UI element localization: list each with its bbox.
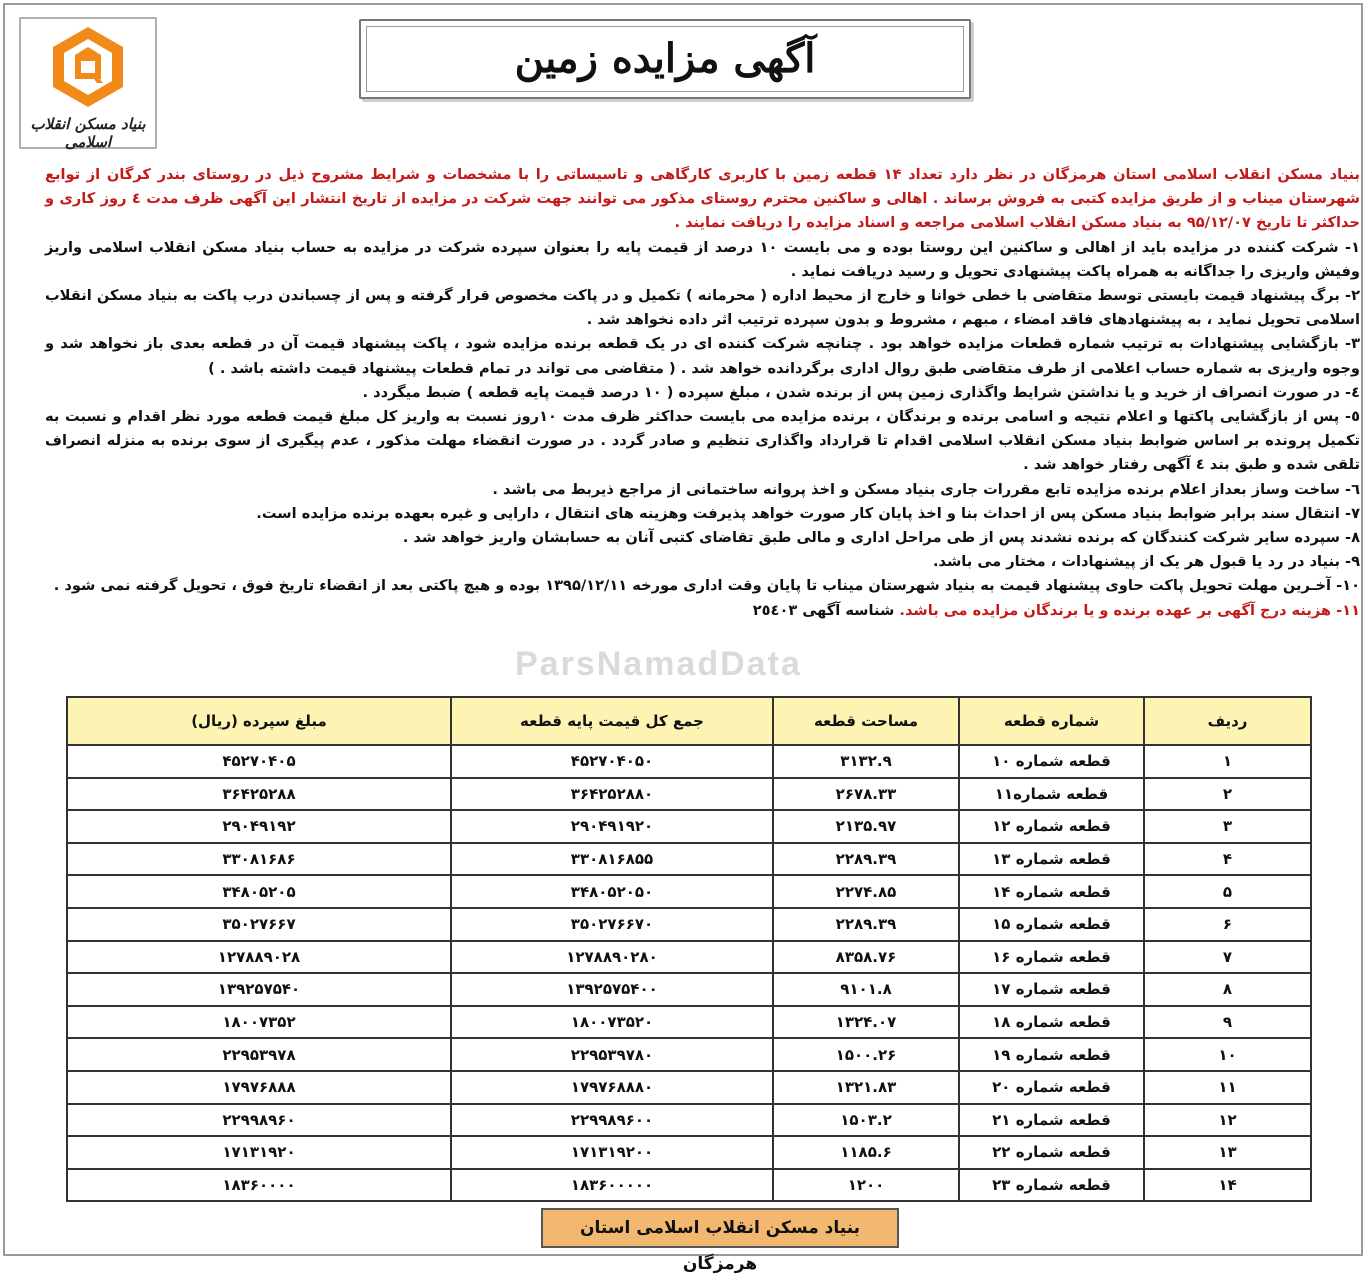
lot-number: قطعه شماره ۱۲ [959, 810, 1144, 843]
table-row [67, 1169, 1311, 1202]
intro-paragraph: بنیاد مسکن انقلاب اسلامی استان هرمزگان در نظر دارد تعداد ۱۴ قطعه زمین با کاربری کارگاهی و تاسیساتی را با مشخصات و شرایط مشروح ذیل در روستای بندر کرگان از توابع شهرستان میناب و از طریق مزایده کتبی به فروش برساند . اهالی و ساکنین محترم روستای مذکور می توانند جهت شرکت در مزایده از تاریخ انتشار این آگهی ظرف مدت ٤ روز کاری و حداکثر تا تاریخ ۹۵/۱۲/۰۷ به بنیاد مسکن انقلاب اسلامی مراجعه و اسناد مزایده را دریافت نمایند . [45, 166, 1360, 232]
row-number: ۱۲ [1144, 1104, 1311, 1137]
lot-area: ۹۱۰۱.۸ [773, 973, 959, 1006]
lot-area: ۲۱۳۵.۹۷ [773, 810, 959, 843]
deposit: ۲۲۹۵۳۹۷۸ [67, 1038, 451, 1071]
table-row [67, 1104, 1311, 1137]
deposit: ۴۵۲۷۰۴۰۵ [67, 745, 451, 778]
row-number: ۱ [1144, 745, 1311, 778]
table-row [67, 908, 1311, 941]
lot-number: قطعه شماره ۱۹ [959, 1038, 1144, 1071]
deposit: ۲۲۹۹۸۹۶۰ [67, 1104, 451, 1137]
deposit: ۲۹۰۴۹۱۹۲ [67, 810, 451, 843]
base-price: ۲۲۹۹۸۹۶۰۰ [451, 1104, 773, 1137]
condition-10: ۱۰- آخـرین مهلت تحویل پاکت حاوی پیشنهاد قیمت به بنیاد شهرستان میناب تا پایان وقت اداری مورخه ۱۳۹۵/۱۲/۱۱ بوده و هیچ پاکتی بعد از انقضاء تاریخ فوق ، تحویل گرفته نمی شود . [53, 577, 1360, 595]
lot-area: ۱۱۸۵.۶ [773, 1136, 959, 1169]
lot-area: ۲۲۸۹.۳۹ [773, 843, 959, 876]
deposit: ۱۷۹۷۶۸۸۸ [67, 1071, 451, 1104]
row-number: ۷ [1144, 941, 1311, 974]
row-number: ۵ [1144, 875, 1311, 908]
condition-4: ٤- در صورت انصراف از خرید و یا نداشتن شرایط واگذاری زمین پس از برنده شدن ، مبلغ سپرده ( ۱۰ درصد قیمت پایه قطعه ) ضبط میگردد . [362, 383, 1360, 401]
row-number: ۴ [1144, 843, 1311, 876]
condition-9: ۹- بنیاد در رد یا قبول هر یک از پیشنهادات ، مختار می باشد. [932, 553, 1360, 571]
table-row [67, 778, 1311, 811]
lot-area: ۳۱۳۲.۹ [773, 745, 959, 778]
bonyad-maskan-logo-icon [51, 25, 125, 111]
table-row [67, 875, 1311, 908]
logo [19, 17, 157, 149]
deposit: ۳۴۸۰۵۲۰۵ [67, 875, 451, 908]
row-number: ۸ [1144, 973, 1311, 1006]
lot-number: قطعه شماره ۱۰ [959, 745, 1144, 778]
notice-body [45, 163, 1360, 623]
page-title: آگهی مزایده زمین [514, 35, 816, 82]
row-number: ۶ [1144, 908, 1311, 941]
table-row [67, 941, 1311, 974]
lot-number: قطعه شماره ۱۵ [959, 908, 1144, 941]
lots-table [66, 696, 1312, 1202]
title-box [359, 19, 971, 99]
table-row [67, 843, 1311, 876]
lot-number: قطعه شماره ۲۲ [959, 1136, 1144, 1169]
notice-id: ٢٥٤٠٣ [752, 601, 798, 619]
base-price: ۲۲۹۵۳۹۷۸۰ [451, 1038, 773, 1071]
deposit: ۱۸۰۰۷۳۵۲ [67, 1006, 451, 1039]
footer-organization: بنیاد مسکن انقلاب اسلامی استان هرمزگان [541, 1208, 899, 1248]
deposit: ۱۳۹۲۵۷۵۴۰ [67, 973, 451, 1006]
lot-number: قطعه شماره ۱۴ [959, 875, 1144, 908]
lot-area: ۱۵۰۰.۲۶ [773, 1038, 959, 1071]
condition-2: ۲- برگ پیشنهاد قیمت بایستی توسط متقاضی با خطی خوانا و خارج از محیط اداره ( محرمانه ) تکمیل و در پاکت مخصوص قرار گرفته و پس از چسباندن درب پاکت به بنیاد مسکن انقلاب اسلامی تحویل نماید ، به پیشنهادهای فاقد امضاء ، مبهم ، مشروط و بدون سپرده ترتیب اثر داده نخواهد شد . [45, 287, 1360, 329]
notice-frame [3, 3, 1363, 1274]
table-row [67, 810, 1311, 843]
watermark-text: ParsNamadData [515, 645, 802, 683]
table-row [67, 745, 1311, 778]
deposit: ۱۲۷۸۸۹۰۲۸ [67, 941, 451, 974]
row-number: ۱۱ [1144, 1071, 1311, 1104]
table-header-row [67, 697, 1311, 745]
lot-number: قطعه شماره۱۱ [959, 778, 1144, 811]
base-price: ۱۷۱۳۱۹۲۰۰ [451, 1136, 773, 1169]
row-number: ۱۳ [1144, 1136, 1311, 1169]
condition-6: ٦- ساخت وساز بعداز اعلام برنده مزایده تابع مقررات جاری بنیاد مسکن و اخذ پروانه ساختمانی از مراجع ذیربط می باشد . [492, 480, 1360, 498]
header-base-price-total: جمع کل قیمت پایه قطعه [451, 697, 773, 745]
base-price: ۱۲۷۸۸۹۰۲۸۰ [451, 941, 773, 974]
condition-5: ٥- پس از بازگشایی پاکتها و اعلام نتیجه و اسامی برنده و برندگان ، برنده مزایده می بایست حداکثر ظرف مدت ۱۰روز نسبت به واریز کل مبلغ قیمت قطعه مورد نظر اقدام و نسبت به تکمیل پرونده بر اساس ضوابط بنیاد مسکن انقلاب اسلامی اقدام تا قرارداد واگذاری تنظیم و صادر گردد . در صورت انقضاء مهلت مذکور ، عدم پیگیری از سوی برنده به منزله انصراف تلقی شده و طبق بند ٤ آگهی رفتار خواهد شد . [45, 408, 1360, 474]
condition-11: ۱۱- هزینه درج آگهی بر عهده برنده و یا برندگان مزایده می باشد. [899, 601, 1360, 619]
deposit: ۱۸۳۶۰۰۰۰ [67, 1169, 451, 1202]
lot-area: ۱۲۰۰ [773, 1169, 959, 1202]
table-row [67, 1136, 1311, 1169]
header-lot-area: مساحت قطعه [773, 697, 959, 745]
header-deposit-amount: مبلغ سپرده (ریال) [67, 697, 451, 745]
row-number: ۱۰ [1144, 1038, 1311, 1071]
lot-number: قطعه شماره ۲۱ [959, 1104, 1144, 1137]
lot-number: قطعه شماره ۱۸ [959, 1006, 1144, 1039]
lot-number: قطعه شماره ۱۳ [959, 843, 1144, 876]
base-price: ۱۷۹۷۶۸۸۸۰ [451, 1071, 773, 1104]
deposit: ۳۳۰۸۱۶۸۶ [67, 843, 451, 876]
row-number: ۲ [1144, 778, 1311, 811]
header-row-number: ردیف [1144, 697, 1311, 745]
lot-area: ۱۵۰۳.۲ [773, 1104, 959, 1137]
base-price: ۱۸۳۶۰۰۰۰۰ [451, 1169, 773, 1202]
lot-area: ۱۳۲۴.۰۷ [773, 1006, 959, 1039]
condition-7: ۷- انتقال سند برابر ضوابط بنیاد مسکن پس از احداث بنا و اخذ پایان کار صورت خواهد پذیرفت وهزینه های انتقال ، دارایی و غیره بعهده برنده مزایده است. [256, 504, 1360, 522]
base-price: ۳۶۴۲۵۲۸۸۰ [451, 778, 773, 811]
base-price: ۳۳۰۸۱۶۸۵۵ [451, 843, 773, 876]
deposit: ۳۶۴۲۵۲۸۸ [67, 778, 451, 811]
condition-3: ۳- بازگشایی پیشنهادات به ترتیب شماره قطعات مزایده خواهد بود . چنانچه شرکت کننده ای در یک قطعه برنده مزایده شود ، پاکت پیشنهاد قیمت آن در قطعه بعدی باز نخواهد شد و وجوه واریزی به شماره حساب اعلامی از طرف متقاضی طبق روال اداری برگردانده خواهد شد . ( متقاضی می تواند در تمام قطعات پیشنهاد قیمت داشته باشد . ) [45, 335, 1360, 377]
table-row [67, 973, 1311, 1006]
lot-number: قطعه شماره ۱۷ [959, 973, 1144, 1006]
row-number: ۹ [1144, 1006, 1311, 1039]
condition-11-line [45, 599, 1360, 623]
table-row [67, 1071, 1311, 1104]
lot-area: ۲۲۸۹.۳۹ [773, 908, 959, 941]
condition-1: ۱- شرکت کننده در مزایده باید از اهالی و ساکنین این روستا بوده و می بایست ۱۰ درصد از قیمت پایه را بعنوان سپرده شرکت در مزایده به حساب بنیاد مسکن انقلاب اسلامی واریز وفیش واریزی را جداگانه به همراه پاکت پیشنهادی تحویل و رسید دریافت نماید . [45, 238, 1360, 280]
row-number: ۳ [1144, 810, 1311, 843]
condition-8: ۸- سپرده سایر شرکت کنندگان که برنده نشدند پس از طی مراحل اداری و مالی طبق تقاضای کتبی آنان به حسابشان واریز خواهد شد . [402, 529, 1360, 547]
header-lot-number: شماره قطعه [959, 697, 1144, 745]
deposit: ۳۵۰۲۷۶۶۷ [67, 908, 451, 941]
base-price: ۱۸۰۰۷۳۵۲۰ [451, 1006, 773, 1039]
lot-area: ۱۳۲۱.۸۳ [773, 1071, 959, 1104]
base-price: ۲۹۰۴۹۱۹۲۰ [451, 810, 773, 843]
notice-id-label: شناسه آگهی [802, 601, 895, 619]
base-price: ۳۵۰۲۷۶۶۷۰ [451, 908, 773, 941]
row-number: ۱۴ [1144, 1169, 1311, 1202]
table-body [67, 745, 1311, 1201]
base-price: ۳۴۸۰۵۲۰۵۰ [451, 875, 773, 908]
lot-area: ۲۲۷۴.۸۵ [773, 875, 959, 908]
deposit: ۱۷۱۳۱۹۲۰ [67, 1136, 451, 1169]
base-price: ۴۵۲۷۰۴۰۵۰ [451, 745, 773, 778]
lot-area: ۲۶۷۸.۳۳ [773, 778, 959, 811]
table-row [67, 1038, 1311, 1071]
lot-area: ۸۳۵۸.۷۶ [773, 941, 959, 974]
base-price: ۱۳۹۲۵۷۵۴۰۰ [451, 973, 773, 1006]
table-row [67, 1006, 1311, 1039]
lot-number: قطعه شماره ۱۶ [959, 941, 1144, 974]
lot-number: قطعه شماره ۲۰ [959, 1071, 1144, 1104]
logo-text: بنیاد مسکن انقلاب اسلامی [30, 115, 146, 151]
lot-number: قطعه شماره ۲۳ [959, 1169, 1144, 1202]
